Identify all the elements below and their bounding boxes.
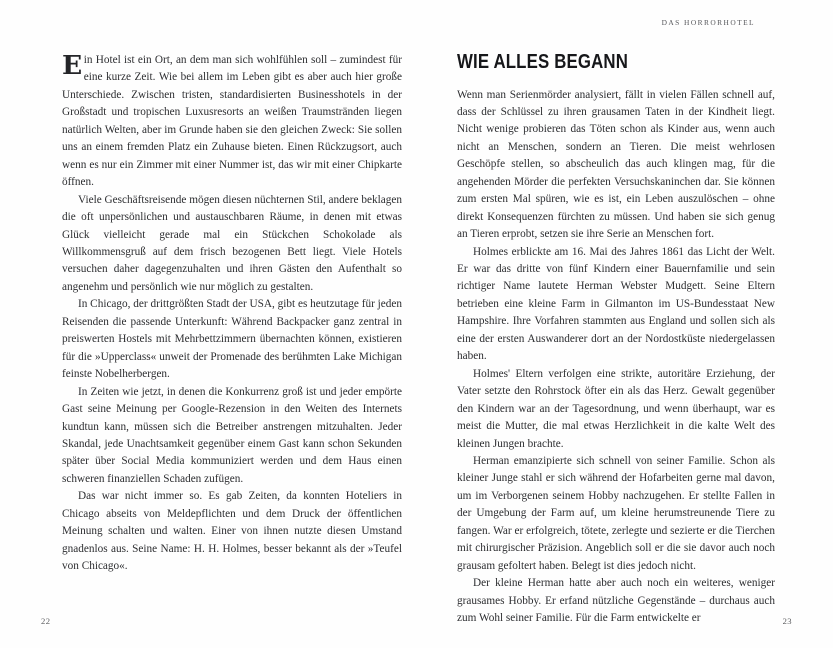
paragraph-text: in Hotel ist ein Ort, an dem man sich wohlfühlen soll – zumindest für eine kurze Zeit. Wie bei allem im Leben gibt es aber auch hier große Unterschiede. Zwischen tristen, standardisierten Businesshotels in der Großstadt und tropischen Luxusresorts an weißen Traumstränden liegen natürlich Welten, aber im Grunde haben sie den gleichen Zweck: Sie sollen uns an einem fremden Platz ein Zuhause bieten. Einen Rückzugsort, auch wenn es nur ein Zimmer mit einer Nummer ist, das wir mit einer Chipkarte öffnen. <box>62 54 402 189</box>
page-number-left: 22 <box>41 616 51 626</box>
page-number-right: 23 <box>782 616 792 626</box>
paragraph: Der kleine Herman hatte aber auch noch ein weiteres, weniger grausames Hobby. Er erfand nützliche Gegenstände – durchaus auch zum Wohl seiner Familie. Für die Farm entwickelte er <box>457 577 775 625</box>
paragraph: Das war nicht immer so. Es gab Zeiten, da konnten Hoteliers in Chicago abseits von Meldepflichten und dem Druck der öffentlichen Meinung schalten und walten. Einer von ihnen nutzte diesen Umstand gnadenlos aus. Seine Name: H. H. Holmes, besser bekannt als der »Teufel von Chicago«. <box>62 490 402 573</box>
paragraph: Holmes' Eltern verfolgen eine strikte, autoritäre Erziehung, der Vater setzte den Rohrstock öfter ein als das Herz. Gewalt gegenüber den Kindern war an der Tagesordnung, und wenn überhaupt, war es meist die Mutter, die mal etwas Herzlichkeit in die kalte Welt des kleinen Jungen brachte. <box>457 367 775 450</box>
chapter-heading: WIE ALLES BEGANN <box>457 52 718 73</box>
paragraph <box>62 52 402 192</box>
paragraph: In Zeiten wie jetzt, in denen die Konkurrenz groß ist und jeder empörte Gast seine Meinung per Google-Rezension in den Weiten des Internets kundtun kann, müssen sich die Betreiber anstrengen mitzuhalten. Jeder Skandal, jede Unachtsamkeit gegenüber einem Gast kann schon Sekunden später über Social Media kommuniziert werden und dem Haus einen schweren finanziellen Schaden zufügen. <box>62 385 402 485</box>
paragraph: Viele Geschäftsreisende mögen diesen nüchternen Stil, andere beklagen die oft unpersönlichen und austauschbaren Räume, in denen mit etwas Glück vielleicht gerade mal ein Stückchen Schokolade als Willkommensgruß auf dem frisch bezogenen Bett liegt. Viele Hotels versuchen daher dagegenzuhalten und ihren Gästen den Aufenthalt so angenehm und persönlich wie nur möglich zu gestalten. <box>62 193 402 293</box>
drop-cap: E <box>62 50 83 81</box>
running-header: DAS HORRORHOTEL <box>661 18 755 27</box>
paragraph: Wenn man Serienmörder analysiert, fällt in vielen Fällen schnell auf, dass der Schlüssel zu ihren grausamen Taten in der Kindheit liegt. Nicht wenige probieren das Töten schon als Kinder aus, wenn auch nicht an Menschen, sondern an Tieren. Die meist wehrlosen Geschöpfe stellen, so abscheulich das auch klingen mag, für die angehenden Mörder die perfekten Versuchskaninchen dar. Sie können zum ersten Mal spüren, wie es ist, ein Leben auszulöschen – ohne direkt Konsequenzen fürchten zu müssen. Und haben sie sich genug an Tieren erprobt, setzen sie ihre Serie an Menschen fort. <box>457 88 775 241</box>
paragraph: Holmes erblickte am 16. Mai des Jahres 1861 das Licht der Welt. Er war das dritte von fünf Kindern einer Bauernfamilie und sein richtiger Name lautete Herman Webster Mudgett. Seine Eltern betrieben eine kleine Farm in Gilmanton im US-Bundesstaat New Hampshire. Ihre Vorfahren stammten aus England und sollen sich als eine der ersten Auswanderer dort an der Nordostküste niedergelassen haben. <box>457 245 775 363</box>
paragraph: In Chicago, der drittgrößten Stadt der USA, gibt es heutzutage für jeden Reisenden die passende Unterkunft: Während Backpacker ganz zentral in preiswerten Hostels mit Mehrbettzimmern übernachten können, existieren für die »Upperclass« unweit der Promenade des berühmten Lake Michigan feinste Nobelherbergen. <box>62 298 402 381</box>
left-page-column <box>62 52 402 576</box>
right-page-column <box>457 52 775 628</box>
paragraph: Herman emanzipierte sich schnell von seiner Familie. Schon als kleiner Junge stahl er sich während der Hofarbeiten gerne mal davon, um im Verborgenen seinem Hobby nachzugehen. Er stellte Fallen in der Umgebung der Farm auf, um kleine herumstreunende Tiere zu fangen. War er erfolgreich, tötete, zerlegte und sezierte er die Tierchen mit chirurgischer Präzision. Angeblich soll er die sie davor auch noch grausam gefoltert haben. Belegt ist dies jedoch nicht. <box>457 455 775 572</box>
